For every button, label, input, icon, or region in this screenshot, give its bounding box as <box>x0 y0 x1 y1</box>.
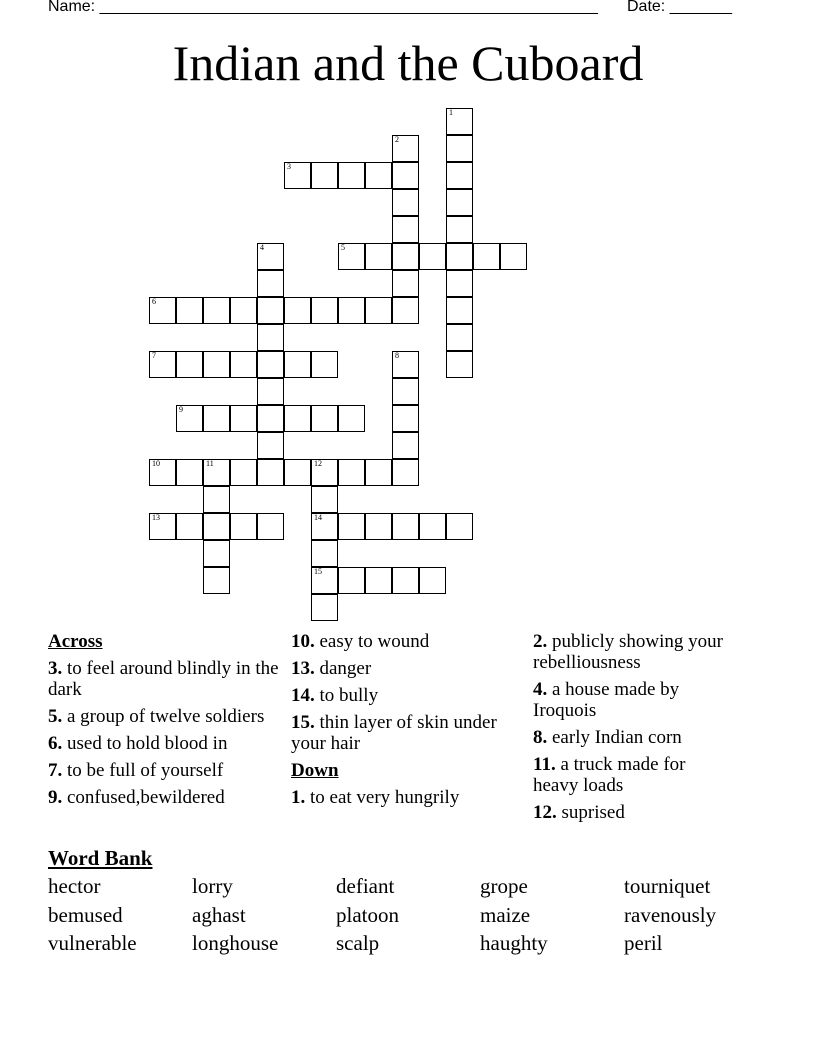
clue-item <box>48 706 283 727</box>
grid-cell[interactable] <box>446 189 473 216</box>
clue-number-label: 11. <box>533 754 556 775</box>
grid-cell[interactable] <box>284 162 311 189</box>
word-bank-item: ravenously <box>624 903 717 927</box>
grid-cell[interactable] <box>149 459 176 486</box>
clue-item <box>291 787 526 808</box>
grid-cell[interactable] <box>284 297 311 324</box>
grid-cell[interactable] <box>203 297 230 324</box>
clues-column-3 <box>533 631 733 829</box>
grid-cell[interactable] <box>311 486 338 513</box>
grid-cell[interactable] <box>365 297 392 324</box>
grid-cell[interactable] <box>311 459 338 486</box>
clue-number-label: 7. <box>48 760 63 781</box>
grid-cell[interactable] <box>230 297 257 324</box>
grid-cell[interactable] <box>419 513 446 540</box>
grid-cell[interactable] <box>257 243 284 270</box>
clue-text: publicly showing your rebelliousness <box>533 631 723 673</box>
clue-item <box>291 712 526 754</box>
clue-text: a truck made for heavy loads <box>533 754 686 796</box>
word-bank-item: tourniquet <box>624 874 711 898</box>
grid-cell[interactable] <box>311 297 338 324</box>
clue-number: 8 <box>395 351 399 360</box>
clue-item <box>48 658 283 700</box>
word-bank-item: defiant <box>336 874 395 898</box>
grid-cell[interactable] <box>446 324 473 351</box>
grid-cell[interactable] <box>392 216 419 243</box>
clue-item <box>533 727 733 748</box>
word-bank-item: lorry <box>192 874 233 898</box>
grid-cell[interactable] <box>338 297 365 324</box>
grid-cell[interactable] <box>230 405 257 432</box>
clue-number: 5 <box>341 243 345 252</box>
clue-text: thin layer of skin under your hair <box>291 712 497 754</box>
down-heading: Down <box>291 760 339 781</box>
grid-cell[interactable] <box>365 567 392 594</box>
clue-item <box>291 658 526 679</box>
grid-cell[interactable] <box>392 432 419 459</box>
clue-number: 14 <box>314 513 322 522</box>
clue-number-label: 14. <box>291 685 315 706</box>
grid-cell[interactable] <box>392 351 419 378</box>
name-field-label: Name: ________________________________________________________ <box>48 0 598 15</box>
grid-cell[interactable] <box>176 351 203 378</box>
date-field-label: Date: _______ <box>627 0 732 15</box>
grid-cell[interactable] <box>176 297 203 324</box>
word-bank-item: platoon <box>336 903 399 927</box>
clue-number-label: 15. <box>291 712 315 733</box>
word-bank-item: bemused <box>48 903 123 927</box>
clue-item <box>48 787 283 808</box>
grid-cell[interactable] <box>365 513 392 540</box>
grid-cell[interactable] <box>149 351 176 378</box>
clue-text: easy to wound <box>319 631 430 652</box>
clue-number-label: 9. <box>48 787 63 808</box>
word-bank-item: longhouse <box>192 931 279 955</box>
grid-cell[interactable] <box>257 351 284 378</box>
word-bank-title: Word Bank <box>48 846 153 870</box>
clue-text: to eat very hungrily <box>310 787 460 808</box>
clue-text: confused,bewildered <box>67 787 225 808</box>
grid-cell[interactable] <box>392 378 419 405</box>
clue-number-label: 10. <box>291 631 315 652</box>
clue-number: 3 <box>287 162 291 171</box>
grid-cell[interactable] <box>338 405 365 432</box>
clue-number: 11 <box>206 459 214 468</box>
clue-item <box>533 679 733 721</box>
grid-cell[interactable] <box>203 351 230 378</box>
clue-number: 2 <box>395 135 399 144</box>
grid-cell[interactable] <box>257 432 284 459</box>
word-bank-item: hector <box>48 874 101 898</box>
grid-cell[interactable] <box>257 270 284 297</box>
clue-text: to bully <box>319 685 379 706</box>
grid-cell[interactable] <box>473 243 500 270</box>
word-bank-item: scalp <box>336 931 380 955</box>
word-bank-item: peril <box>624 931 663 955</box>
clue-number: 7 <box>152 351 156 360</box>
clue-number: 12 <box>314 459 322 468</box>
clue-text: danger <box>319 658 372 679</box>
grid-cell[interactable] <box>149 297 176 324</box>
clue-number-label: 8. <box>533 727 548 748</box>
grid-cell[interactable] <box>446 297 473 324</box>
grid-cell[interactable] <box>392 162 419 189</box>
clue-item <box>291 685 526 706</box>
clues-column-1 <box>48 631 283 814</box>
grid-cell[interactable] <box>257 378 284 405</box>
grid-cell[interactable] <box>203 513 230 540</box>
grid-cell[interactable] <box>392 135 419 162</box>
clue-number: 1 <box>449 108 453 117</box>
clue-item <box>533 631 733 673</box>
grid-cell[interactable] <box>446 135 473 162</box>
grid-cell[interactable] <box>284 351 311 378</box>
grid-cell[interactable] <box>338 567 365 594</box>
clue-number-label: 3. <box>48 658 63 679</box>
grid-cell[interactable] <box>311 567 338 594</box>
grid-cell[interactable] <box>338 162 365 189</box>
grid-cell[interactable] <box>446 216 473 243</box>
clue-number-label: 13. <box>291 658 315 679</box>
grid-cell[interactable] <box>203 567 230 594</box>
word-bank-item: vulnerable <box>48 931 137 955</box>
clue-number: 13 <box>152 513 160 522</box>
word-bank-item: aghast <box>192 903 246 927</box>
clue-item <box>48 760 283 781</box>
grid-cell[interactable] <box>500 243 527 270</box>
grid-cell[interactable] <box>257 324 284 351</box>
grid-cell[interactable] <box>230 351 257 378</box>
grid-cell[interactable] <box>311 540 338 567</box>
word-bank-item: haughty <box>480 931 548 955</box>
across-heading: Across <box>48 631 103 652</box>
grid-cell[interactable] <box>446 243 473 270</box>
grid-cell[interactable] <box>284 459 311 486</box>
grid-cell[interactable] <box>176 405 203 432</box>
grid-cell[interactable] <box>311 594 338 621</box>
clue-number-label: 12. <box>533 802 557 823</box>
grid-cell[interactable] <box>392 405 419 432</box>
grid-cell[interactable] <box>392 297 419 324</box>
clue-number: 9 <box>179 405 183 414</box>
clue-text: to be full of yourself <box>67 760 224 781</box>
clue-item <box>533 754 733 796</box>
grid-cell[interactable] <box>311 351 338 378</box>
grid-cell[interactable] <box>338 243 365 270</box>
clue-text: a group of twelve soldiers <box>67 706 265 727</box>
grid-cell[interactable] <box>446 351 473 378</box>
grid-cell[interactable] <box>203 405 230 432</box>
clue-number-label: 1. <box>291 787 306 808</box>
grid-cell[interactable] <box>257 459 284 486</box>
clue-item <box>291 631 526 652</box>
grid-cell[interactable] <box>149 513 176 540</box>
grid-cell[interactable] <box>419 243 446 270</box>
grid-cell[interactable] <box>446 270 473 297</box>
clue-number-label: 5. <box>48 706 63 727</box>
grid-cell[interactable] <box>284 405 311 432</box>
clues-column-2 <box>291 631 526 814</box>
clue-text: used to hold blood in <box>67 733 228 754</box>
grid-cell[interactable] <box>311 513 338 540</box>
grid-cell[interactable] <box>176 459 203 486</box>
clue-number: 4 <box>260 243 264 252</box>
grid-cell[interactable] <box>203 486 230 513</box>
grid-cell[interactable] <box>257 297 284 324</box>
grid-cell[interactable] <box>230 513 257 540</box>
clue-number: 6 <box>152 297 156 306</box>
grid-cell[interactable] <box>365 243 392 270</box>
grid-cell[interactable] <box>230 459 257 486</box>
grid-cell[interactable] <box>446 108 473 135</box>
word-bank-item: maize <box>480 903 531 927</box>
grid-cell[interactable] <box>203 459 230 486</box>
grid-cell[interactable] <box>257 513 284 540</box>
clue-text: suprised <box>561 802 625 823</box>
grid-cell[interactable] <box>311 405 338 432</box>
grid-cell[interactable] <box>392 567 419 594</box>
clue-item <box>533 802 733 823</box>
grid-cell[interactable] <box>203 540 230 567</box>
grid-cell[interactable] <box>338 459 365 486</box>
word-bank-item: grope <box>480 874 528 898</box>
grid-cell[interactable] <box>392 459 419 486</box>
grid-cell[interactable] <box>392 270 419 297</box>
clue-number: 15 <box>314 567 322 576</box>
clue-text: a house made by Iroquois <box>533 679 680 721</box>
grid-cell[interactable] <box>176 513 203 540</box>
clue-number-label: 6. <box>48 733 63 754</box>
clue-number: 10 <box>152 459 160 468</box>
grid-cell[interactable] <box>446 162 473 189</box>
grid-cell[interactable] <box>392 243 419 270</box>
grid-cell[interactable] <box>392 189 419 216</box>
clue-number-label: 4. <box>533 679 548 700</box>
grid-cell[interactable] <box>257 405 284 432</box>
puzzle-title: Indian and the Cuboard <box>172 35 644 91</box>
grid-cell[interactable] <box>392 513 419 540</box>
grid-cell[interactable] <box>365 162 392 189</box>
clue-number-label: 2. <box>533 631 548 652</box>
grid-cell[interactable] <box>419 567 446 594</box>
clue-text: early Indian corn <box>552 727 682 748</box>
clue-item <box>48 733 283 754</box>
clue-text: to feel around blindly in the dark <box>48 658 279 700</box>
grid-cell[interactable] <box>446 513 473 540</box>
grid-cell[interactable] <box>365 459 392 486</box>
grid-cell[interactable] <box>338 513 365 540</box>
grid-cell[interactable] <box>311 162 338 189</box>
